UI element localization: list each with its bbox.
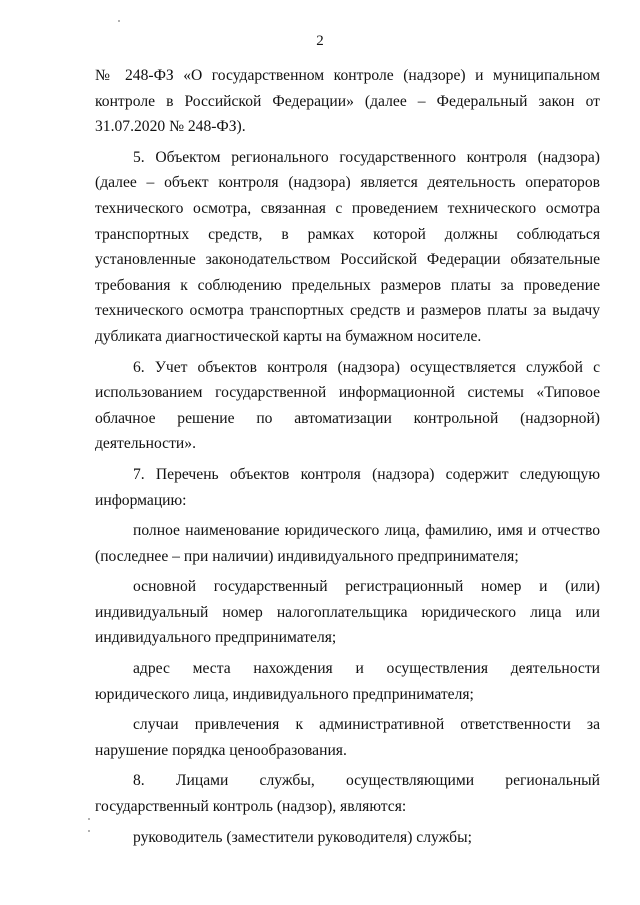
page-number: 2 bbox=[316, 33, 324, 49]
document-body bbox=[95, 63, 600, 855]
scan-dot bbox=[88, 818, 90, 820]
paragraph-item-7: 7. Перечень объектов контроля (надзора) содержит следующую информацию: bbox=[95, 465, 600, 509]
scan-dot bbox=[118, 20, 120, 22]
paragraph-law-reference: № 248-ФЗ «О государственном контроле (надзоре) и муниципальном контроле в Российской Федерации» (далее – Федеральный закон от 31.07.2020 № 248-ФЗ). bbox=[95, 67, 600, 136]
list-item-liability-cases: случаи привлечения к административной ответственности за нарушение порядка ценообразования. bbox=[95, 716, 600, 759]
list-item-registration-number: основной государственный регистрационный номер и (или) индивидуальный номер налогоплательщика юридического лица или индивидуального предпринимателя; bbox=[95, 578, 600, 647]
list-item-head-of-service: руководитель (заместители руководителя) службы; bbox=[133, 828, 472, 846]
scan-dot bbox=[88, 830, 90, 832]
paragraph-item-6: 6. Учет объектов контроля (надзора) осуществляется службой с использованием государственной информационной системы «Типовое облачное решение по автоматизации контрольной (надзорной) деятельности». bbox=[95, 358, 600, 453]
list-item-address: адрес места нахождения и осуществления деятельности юридического лица, индивидуального предпринимателя; bbox=[95, 660, 600, 703]
paragraph-item-8: 8. Лицами службы, осуществляющими региональный государственный контроль (надзор), являются: bbox=[95, 772, 600, 816]
paragraph-item-5: 5. Объектом регионального государственного контроля (надзора) (далее – объект контроля (надзора) является деятельность операторов технического осмотра, связанная с проведением технического осмотра транспортных средств, в рамках которой должны соблюдаться установленные законодательством Российской Федерации обязательные требования к соблюдению предельных размеров платы за проведение технического осмотра транспортных средств и размеров платы за выдачу дубликата диагностической карты на бумажном носителе. bbox=[95, 148, 600, 345]
list-item-full-name: полное наименование юридического лица, фамилию, имя и отчество (последнее – при наличии) индивидуального предпринимателя; bbox=[95, 522, 600, 565]
